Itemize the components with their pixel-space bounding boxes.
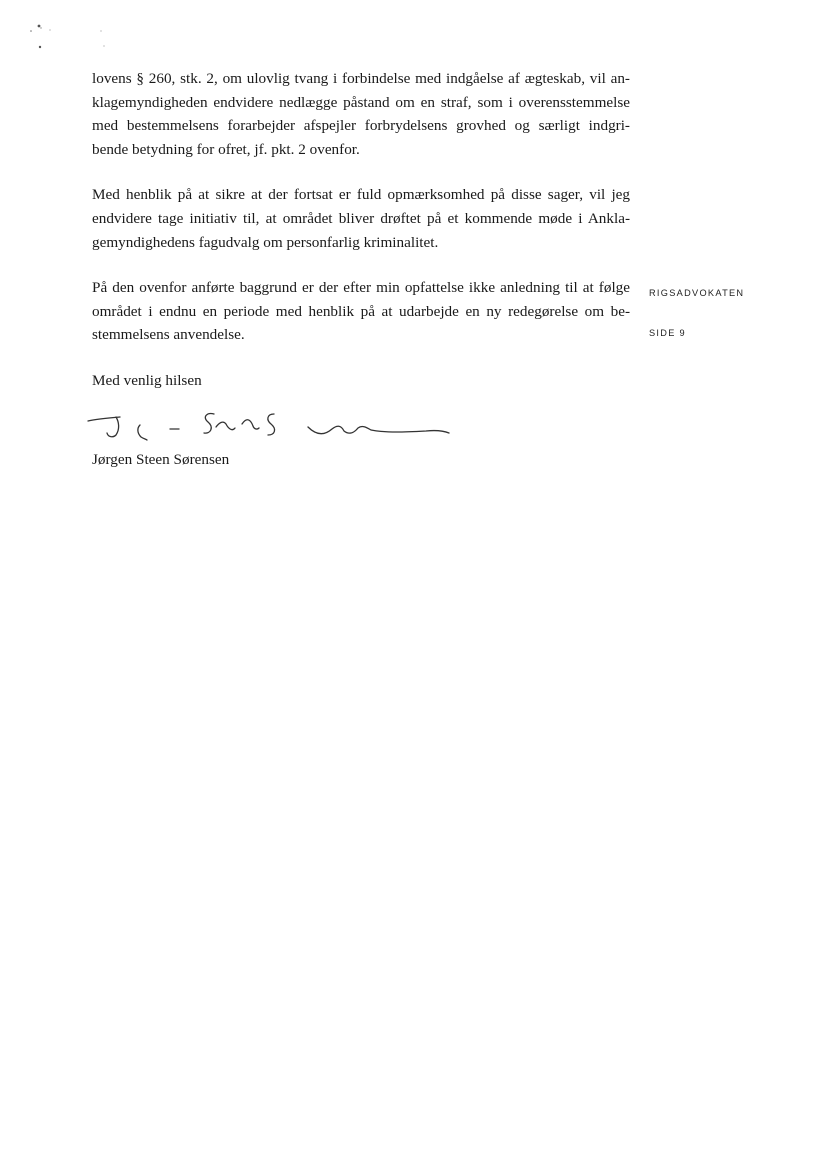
text-line: Med henblik på at sikre at der fortsat er fuld opmærksomhed på disse sager, vil jeg (92, 186, 630, 204)
text-line: endvidere tage initiativ til, at området bliver drøftet på et kommende møde i Ankla- (92, 209, 630, 227)
text-line: klagemyndigheden endvidere nedlægge påstand om en straf, som i overensstemmelse (92, 93, 630, 111)
paragraph (92, 276, 630, 347)
signer-name: Jørgen Steen Sørensen (92, 451, 230, 468)
text-line: På den ovenfor anførte baggrund er der efter min opfattelse ikke anledning til at følge (92, 279, 630, 297)
text-line: stemmelsens anvendelse. (92, 326, 245, 344)
scan-specks (0, 0, 120, 60)
letter-body (92, 67, 630, 393)
closing-greeting: Med venlig hilsen (92, 371, 202, 389)
paragraph (92, 67, 630, 161)
text-line: lovens § 260, stk. 2, om ulovlig tvang i forbindelse med indgåelse af ægteskab, vil an- (92, 70, 630, 87)
page-number: SIDE 9 (649, 328, 686, 338)
text-line: bende betydning for ofret, jf. pkt. 2 ovenfor. (92, 140, 360, 158)
text-line: området i endnu en periode med henblik på at udarbejde en ny redegørelse om be- (92, 302, 630, 320)
organization-label: RIGSADVOKATEN (649, 288, 745, 298)
handwritten-signature (86, 402, 456, 452)
text-line: gemyndighedens fagudvalg om personfarlig kriminalitet. (92, 233, 439, 251)
text-line: med bestemmelsens forarbejder afspejler forbrydelsens grovhed og særligt indgri- (92, 117, 630, 135)
paragraph (92, 183, 630, 254)
